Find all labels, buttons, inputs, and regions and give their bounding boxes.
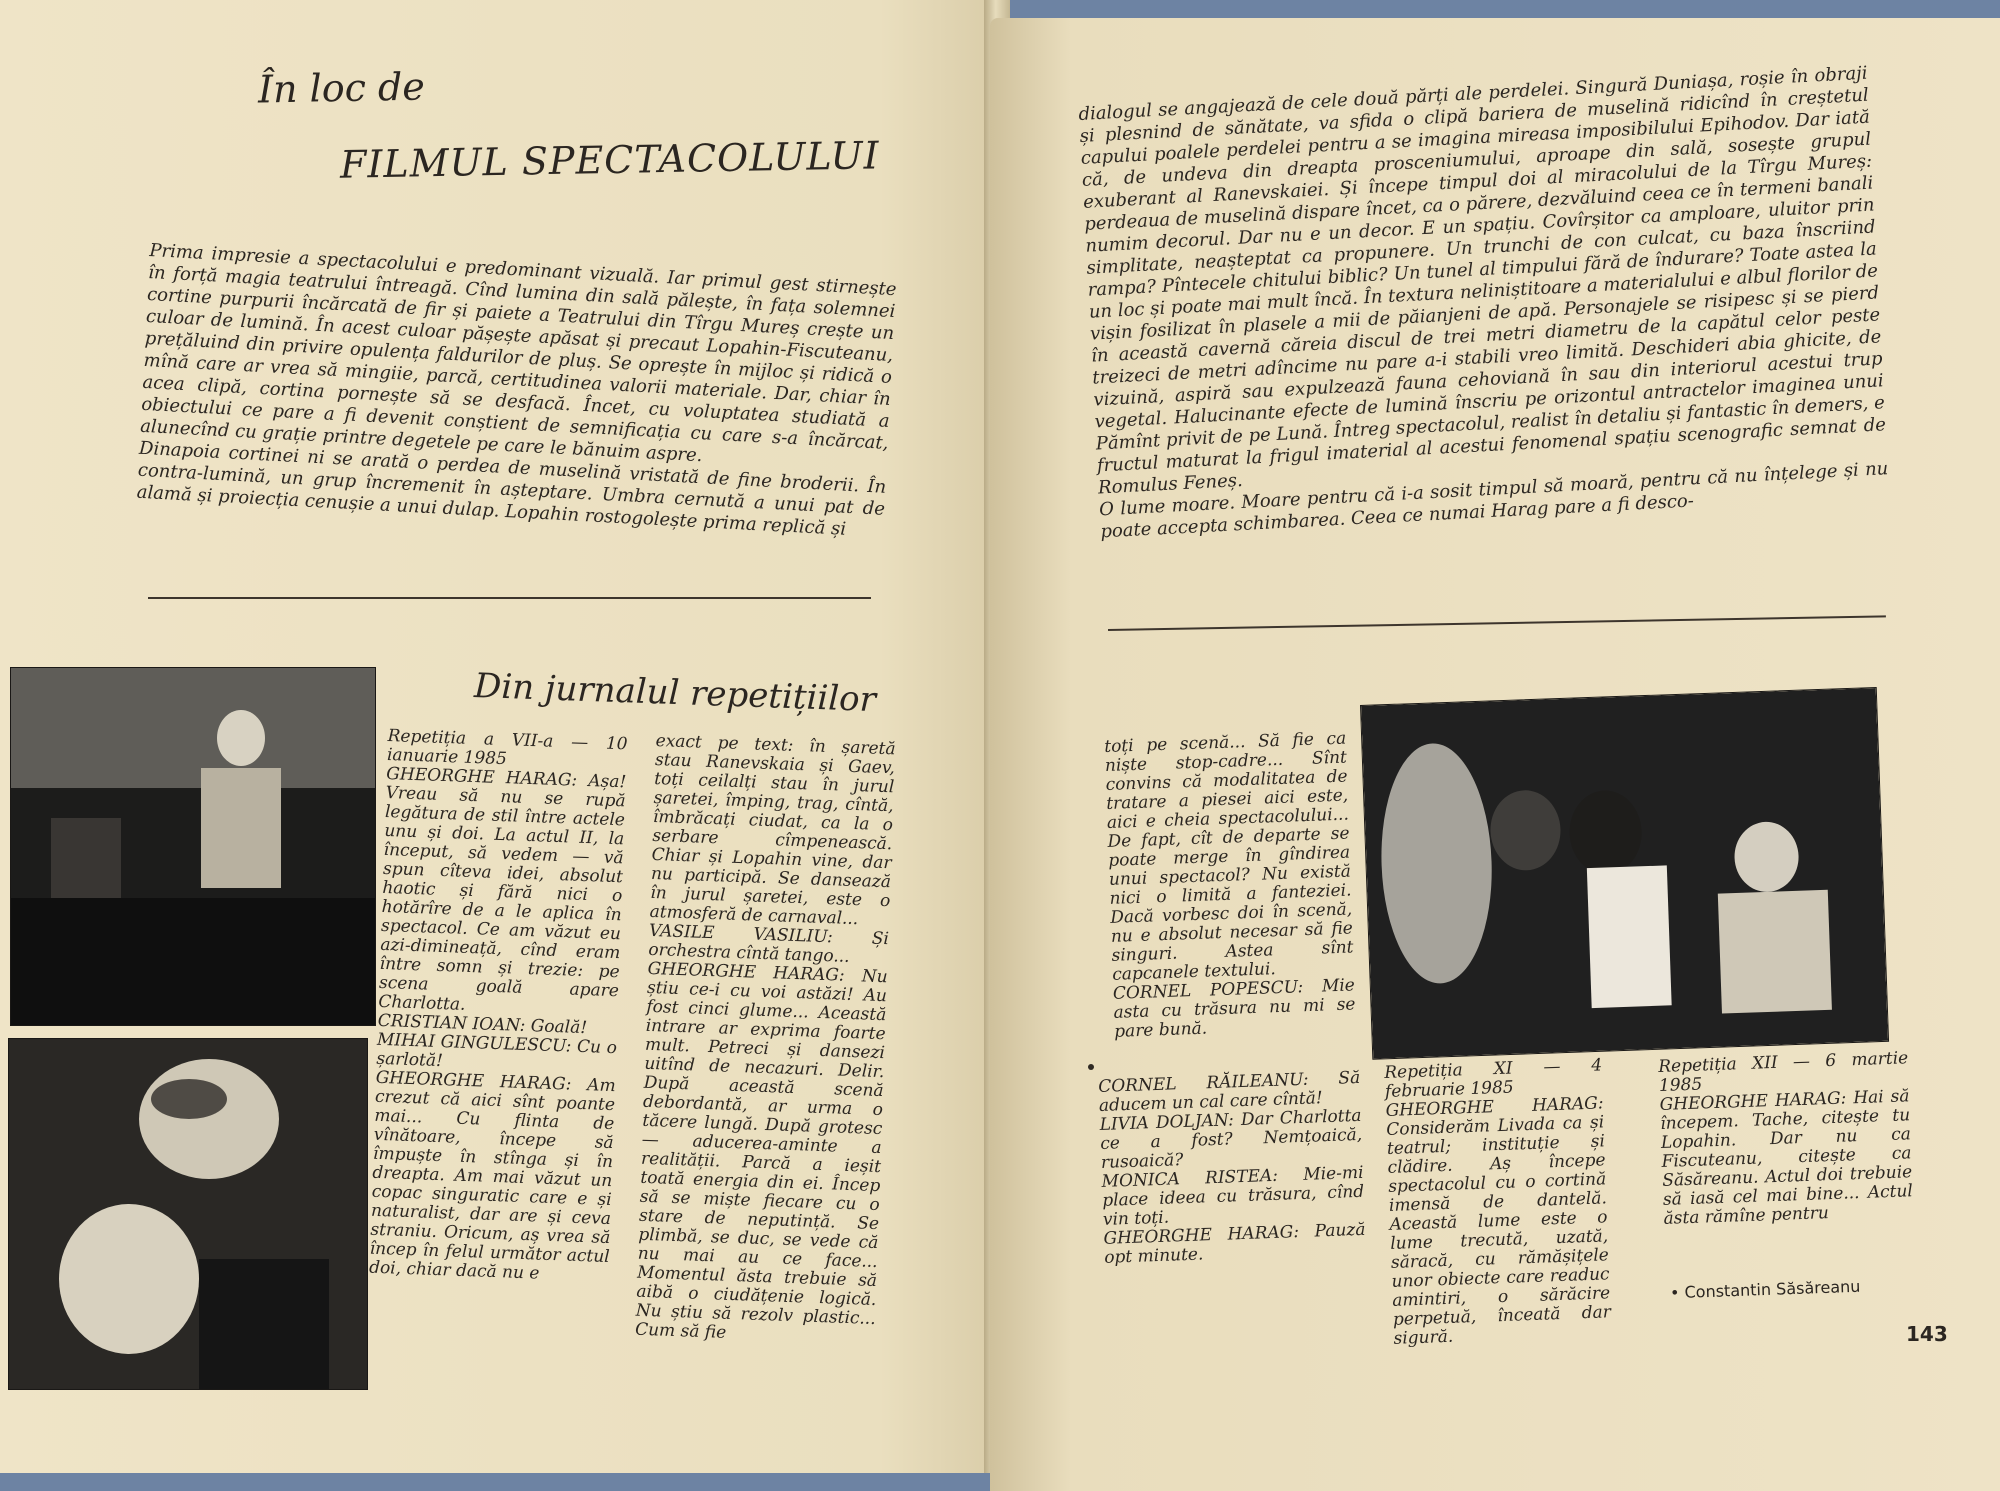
- left-page: [0, 0, 1000, 1473]
- author-signature: • Constantin Săsăreanu: [1669, 1276, 1861, 1303]
- rehearsal-photo-top: [10, 667, 376, 1026]
- journal-column-5: Repetiția XI — 4 februarie 1985 GHEORGHE HARAG: Considerăm Livada ca și teatrul; instituție și clădire. Aș începe spectacolul cu o cortină imensă de dantelă. Această lume este o lume trecută, uzată, săracă, cu rămășițele unor obiecte care readuc amintiri, o sărăcire perpetuă, înceată dar sigură.: [1383, 1055, 1612, 1349]
- journal-column-3: toți pe scenă... Să fie ca niște stop-cadre... Sînt convins că modalitatea de tratare a piesei aici este, aici e cheia spectacolului... De fapt, cît de departe se poate merge în gîndirea unui spectacol? Nu există nici o limită a fanteziei. Dacă vorbesc doi în scenă, nu e absolut necesar să fie singuri. Astea sînt capcanele textului. CORNEL POPESCU: Mie asta cu trăsura nu mi se pare bună.: [1103, 728, 1356, 1042]
- section-divider: [148, 597, 871, 599]
- header-big: FILMUL SPECTACOLULUI: [339, 133, 880, 187]
- section-divider-right: [1108, 615, 1886, 631]
- rehearsal-photo-bottom: [8, 1038, 368, 1390]
- right-body-text: dialogul se angajează de cele două părți ale perdelei. Singură Duniașa, roșie în obraji și plesnind de sănătate, va sfida o clipă bariera de muselină ridicînd în creștetul capului poalele perdelei pentru a se imagina mireasa imposibilului Epihodov. Dar iată că, de undeva din dreapta prosceniumului, aproape din sală, sosește grupul exuberant al Ranevskaiei. Și începe timpul doi al miracolului de la Tîrgu Mureș: perdeaua de muselină dispare încet, ca o părere, dezvăluind ceea ce în termeni banali numim decorul. Dar nu e un decor. E un spațiu. Covîrșitor ca amploare, uluitor prin simplitate, neașteptat ca propunere. Un trunchi de con culcat, cu baza înscriind rampa? Pîntecele chitului biblic? Un tunel al timpului fără de îndurare? Toate astea la un loc și poate mai mult încă. În textura neliniștitoare a materialului e albul florilor de vișin fosilizat în plasele a mii de păianjeni de apă. Personajele se risipesc și se pierd în această cavernă căreia discul de trei metri diametru de la capătul celor peste treizeci de metri adîncime nu pare a-i stabili vreo limită. Deschideri abia ghicite, de vizuină, aspiră sau expulzează fauna cehoviană în sau din interiorul acestui trup vegetal. Halucinante efecte de lumină înscriu pe orizontul antractelor imaginea unui Pămînt privit de pe Lună. Întreg spectacolul, realist în detaliu și fantastic în demers, e fructul maturat la frigul imaterial al acestui fenomenal spațiu scenografic semnat de Romulus Feneș. O lume moare. Moare pentru că i-a sosit timpul să moară, pentru că nu înțelege și nu poate accepta schimbarea. Ceea ce numai Harag pare a fi desco-: [1078, 62, 1889, 543]
- section-title: Din jurnalul repetițiilor: [473, 665, 877, 721]
- header-small: În loc de: [257, 64, 426, 112]
- margin-dot: [1088, 1064, 1094, 1070]
- page-number: 143: [1906, 1322, 1948, 1346]
- rehearsal-photo-right: [1360, 687, 1889, 1060]
- left-body-text: Prima impresie a spectacolului e predominant vizuală. Iar primul gest stirnește în forță magia teatrului întreagă. Cînd lumina din sală pălește, în fața solemnei cortine purpurii încărcată de fir și paiete a Teatrului din Tîrgu Mureș crește un culoar de lumină. În acest culoar pășește apăsat și precaut Lopahin-Fiscuteanu, prețăluind din privire opulența faldurilor de pluș. Se oprește în mijloc și ridică o mînă care ar vrea să mingiie, parcă, certitudinea valorii materiale. Dar, chiar în acea clipă, cortina pornește să se desfacă. Încet, cu voluptatea studiată a obiectului ce pare a fi devenit conștient de semnificația cu care s-a încărcat, alunecînd cu grație printre degetele pe care le bănuim aspre. Dinapoia cortinei ni se arată o perdea de muselină vristată de fine broderii. În contra-lumină, un grup încremenit în așteptare. Umbra cernută a unui pat de alamă și proiecția cenușie a unui dulap. Lopahin rostogolește prima replică și: [136, 240, 897, 540]
- right-page: [990, 18, 2000, 1491]
- journal-column-2: exact pe text: în șaretă stau Ranevskaia și Gaev, toți ceilalți stau în jurul șaretei, împing, trag, cîntă, îmbrăcați ciudat, ca la o serbare cîmpenească. Chiar și Lopahin vine, dar nu participă. Se dansează în jurul șaretei, este o atmosferă de carnaval... VASILE VASILIU: Și orchestra cîntă tango... GHEORGHE HARAG: Nu știu ce-i cu voi astăzi! Au fost cinci glume... Această intrare ar exprima foarte mult. Petreci și dansezi uitînd de necazuri. Delir. După această scenă debordantă, ar urma o tăcere lungă. După grotesc — aducerea-aminte a realității. Parcă a ieșit toată energia din ei. Încep să se miște fiecare cu o stare de neputință. Se plimbă, se duc, se vede că nu mai au ce face... Momentul ăsta trebuie să aibă o ciudățenie logică. Nu știu să rezolv plastic... Cum să fie: [634, 731, 896, 1343]
- journal-column-4: CORNEL RĂILEANU: Să aducem un cal care cîntă! LIVIA DOLJAN: Dar Charlotta ce a fost? Nemțoaică, rusoaică? MONICA RISTEA: Mie-mi place ideea cu trăsura, cînd vin toți. GHEORGHE HARAG: Pauză opt minute.: [1097, 1067, 1366, 1268]
- journal-column-6: Repetiția XII — 6 martie 1985 GHEORGHE HARAG: Hai să începem. Tache, citește tu Lopahin. Dar nu ca Fiscuteanu, citește ca Săsăreanu. Actul doi trebuie să iasă cel mai bine... Actul ăsta rămîne pentru: [1657, 1048, 1914, 1229]
- journal-column-1: Repetiția a VII-a — 10 ianuarie 1985 GHEORGHE HARAG: Așa! Vreau să nu se rupă legătura de stil între actele unu și doi. La actul II, la început, să vedem — vă spun cîteva idei, absolut haotic și fără nici o hotărîre de a le aplica în spectacol. Ce am văzut eu azi-dimineață, cînd eram între somn și trezie: pe scena goală apare Charlotta. CRISTIAN IOAN: Goală! MIHAI GINGULESCU: Cu o șarlotă! GHEORGHE HARAG: Am crezut că aici sînt poante mai... Cu flinta de vînătoare, începe să împuște în stînga și în dreapta. Am mai văzut un copac singuratic care e și naturalist, dar are și ceva straniu. Oricum, aș vrea să încep în felul următor actul doi, chiar dacă nu e: [368, 726, 628, 1284]
